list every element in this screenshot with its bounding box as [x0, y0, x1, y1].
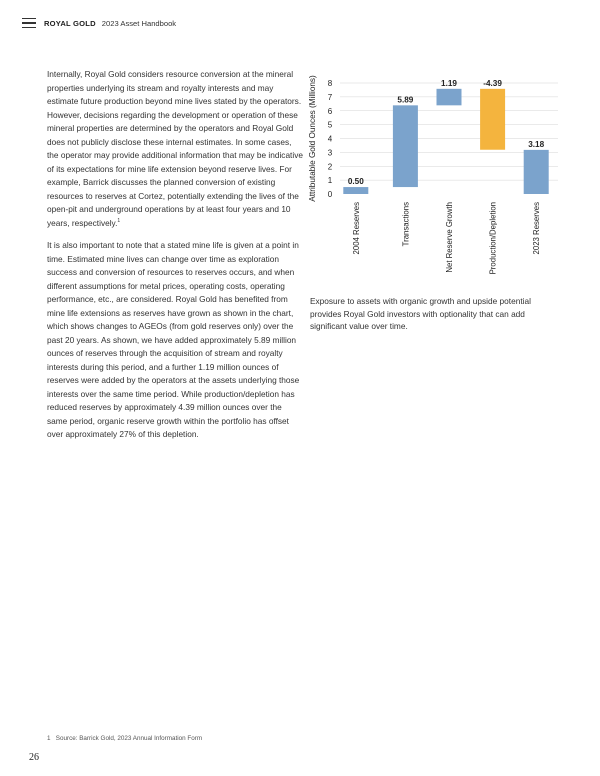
page-header — [22, 16, 176, 30]
chart-bars — [343, 89, 548, 194]
data-label: 3.18 — [528, 139, 545, 149]
y-tick-label: 3 — [327, 148, 333, 158]
x-category-label: 2023 Reserves — [532, 202, 542, 255]
waterfall-bar — [437, 89, 462, 106]
waterfall-bar — [343, 187, 368, 194]
x-category-label: Transactions — [401, 202, 411, 247]
data-label: 5.89 — [397, 95, 414, 105]
waterfall-bar — [480, 89, 505, 150]
brand-name: ROYAL GOLD — [44, 18, 96, 28]
x-category-label: Production/Depletion — [488, 202, 498, 275]
data-label: 0.50 — [347, 177, 364, 187]
waterfall-bar — [393, 105, 418, 187]
data-label: -4.39 — [483, 78, 502, 88]
y-tick-label: 2 — [327, 162, 333, 172]
footnote-reference: 1 — [117, 217, 121, 224]
y-tick-label: 1 — [327, 176, 333, 186]
body-paragraph-2: It is also important to note that a stated mine life is given at a point in time. Estimated mine lives can change over time as exploration success and conversion of resources to reserves occurs, and when different assumptions for metal prices, operating costs, operating performance, etc., are considered. Royal Gold has benefited from mine life extensions as reserves have grown as shown in the chart, which shows changes to AGEOs (from gold reserves only) over the past 20 years. As shown, we have added approximately 5.89 million ounces of reserves through the acquisition of stream and royalty interests during this period, and a further 1.19 million ounces of reserves were added by the operators at the assets underlying those interests over the same time period. While production/depletion has reduced reserves by approximately 4.39 million ounces over the same period, organic reserve growth within the portfolio has offset over approximately 27% of this depletion. — [47, 240, 300, 439]
chart-caption: Exposure to assets with organic growth and upside potential provides Royal Gold investors with optionality that can add significant value over time. — [310, 296, 531, 331]
y-axis-title: Attributable Gold Ounces (Millions) — [308, 75, 317, 202]
y-tick-label: 0 — [327, 190, 333, 199]
footnote-number: 1 — [47, 735, 51, 742]
y-tick-label: 8 — [327, 79, 333, 88]
y-tick-label: 6 — [327, 106, 333, 116]
waterfall-bar — [524, 150, 549, 194]
body-paragraph-1 — [47, 68, 303, 230]
y-tick-label: 7 — [327, 92, 333, 102]
x-category-label: Net Reserve Growth — [445, 202, 454, 273]
chart-labels — [308, 75, 545, 274]
page-number: 26 — [29, 752, 39, 763]
reserves-waterfall-chart — [306, 66, 560, 286]
document-title: 2023 Asset Handbook — [101, 18, 177, 28]
body-text-column — [47, 68, 303, 442]
y-tick-label: 5 — [327, 120, 333, 130]
y-tick-label: 4 — [327, 134, 333, 144]
footnote-text: Source: Barrick Gold, 2023 Annual Information Form — [55, 735, 203, 742]
x-category-label: 2004 Reserves — [351, 202, 361, 255]
chart-svg — [306, 66, 560, 286]
body-paragraph-1-text: Internally, Royal Gold considers resource conversion at the mineral properties underlying its stream and royalty interests and may estimate future production beyond mine lives stated by the operators. However, decisions regarding the development or operation of these mineral properties are determined by the operators and Royal Gold does not publicly disclose these internal estimates. In some cases, the operator may provide additional information that may be indicative of its expectations for mine life extension beyond reserve lives. For example, Barrick discusses the planned conversion of existing resources to reserves at Cortez, potentially extending the lives of the open-pit and underground operations by at least four years and 10 years, respectively. — [47, 69, 303, 228]
data-label: 1.19 — [441, 78, 457, 88]
footnote — [47, 735, 202, 742]
menu-icon[interactable] — [22, 18, 36, 28]
